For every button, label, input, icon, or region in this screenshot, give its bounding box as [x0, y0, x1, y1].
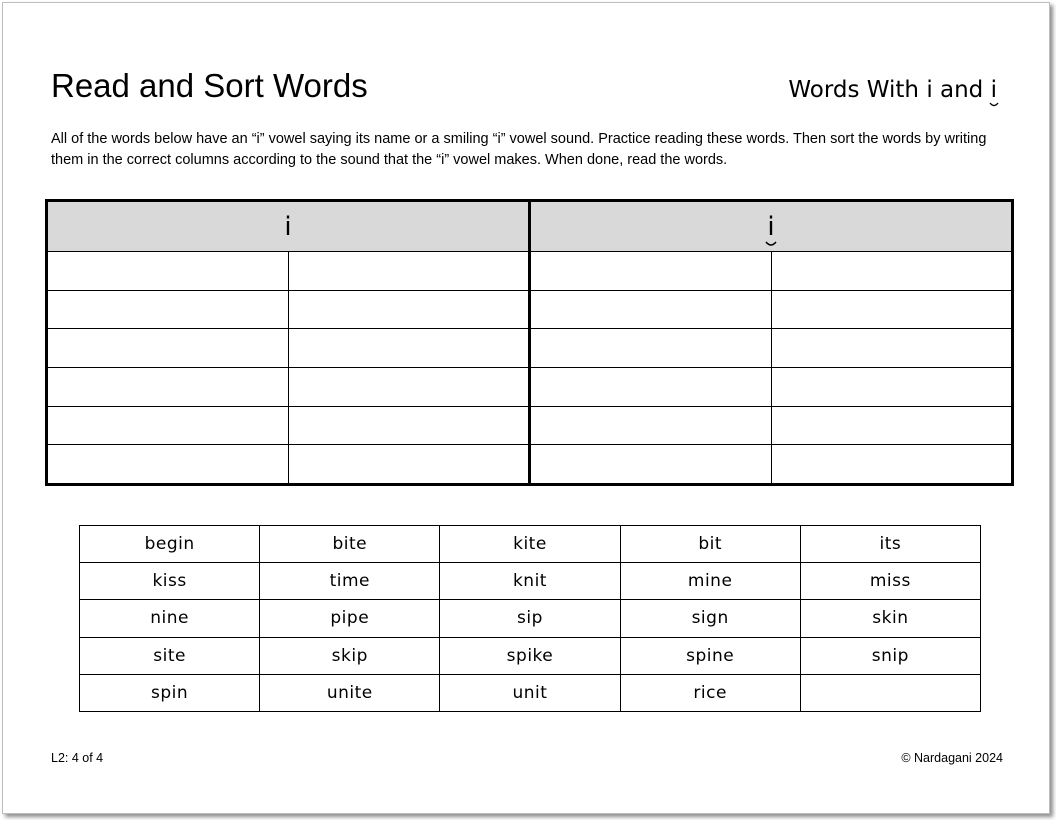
- word-bank-row: [80, 637, 981, 674]
- word-cell: [440, 563, 620, 600]
- word-text: sign: [691, 608, 729, 629]
- word-text: bit: [698, 534, 722, 555]
- word-bank-row: [80, 563, 981, 600]
- sort-table: [45, 199, 1014, 486]
- word-bank-row: [80, 526, 981, 563]
- word-cell: [440, 674, 620, 711]
- smile-i-header-mark: i: [767, 212, 774, 242]
- sort-row: [47, 367, 1013, 406]
- word-text: skip: [331, 645, 368, 666]
- sort-row: [47, 329, 1013, 368]
- smile-icon: [765, 241, 777, 248]
- long-i-answer-cell[interactable]: [288, 329, 530, 368]
- long-i-answer-cell[interactable]: [47, 290, 289, 329]
- long-i-answer-cell[interactable]: [47, 445, 289, 485]
- long-i-answer-cell[interactable]: [288, 367, 530, 406]
- long-i-header-mark: i: [284, 211, 292, 242]
- word-cell: [440, 526, 620, 563]
- smile-i-answer-cell[interactable]: [530, 445, 772, 485]
- smile-i-answer-cell[interactable]: [771, 445, 1013, 485]
- long-i-answer-cell[interactable]: [288, 406, 530, 445]
- word-text: site: [153, 645, 186, 666]
- page-subtitle: [788, 77, 997, 103]
- subtitle-prefix: Words With: [788, 77, 927, 103]
- word-text: sip: [517, 608, 543, 629]
- long-i-answer-cell[interactable]: [288, 445, 530, 485]
- long-i-answer-cell[interactable]: [47, 367, 289, 406]
- word-cell: [260, 674, 440, 711]
- smile-i-mark: i: [991, 77, 997, 103]
- smile-i-answer-cell[interactable]: [530, 367, 772, 406]
- long-i-mark: i: [926, 77, 933, 103]
- word-text: mine: [687, 571, 733, 592]
- word-text: nine: [150, 608, 189, 629]
- word-text: its: [879, 534, 902, 555]
- word-text: spin: [151, 682, 189, 703]
- sort-header-smile-i: [530, 201, 1013, 252]
- empty-word-cell: [800, 674, 980, 711]
- word-bank-row: [80, 674, 981, 711]
- smile-i-answer-cell[interactable]: [771, 329, 1013, 368]
- word-cell: [260, 637, 440, 674]
- sort-header-long-i: [47, 201, 530, 252]
- word-text: pipe: [330, 608, 370, 629]
- word-text: kite: [513, 534, 547, 555]
- smile-i-answer-cell[interactable]: [771, 252, 1013, 291]
- long-i-answer-cell[interactable]: [288, 252, 530, 291]
- word-bank-row: [80, 600, 981, 637]
- subtitle-and: and: [932, 77, 991, 103]
- word-cell: [260, 600, 440, 637]
- word-text: skin: [872, 608, 909, 629]
- sort-row: [47, 445, 1013, 485]
- word-text: unit: [512, 682, 548, 703]
- instructions-text: All of the words below have an “i” vowel saying its name or a smiling “i” vowel sound. Practice reading these words. Then sort the words by writing them in the correct columns according to the sound that the “i” vowel makes. When done, read the words.: [51, 131, 987, 168]
- word-text: snip: [871, 645, 909, 666]
- smile-i-answer-cell[interactable]: [530, 252, 772, 291]
- word-cell: [800, 526, 980, 563]
- smile-i-answer-cell[interactable]: [530, 290, 772, 329]
- word-cell: [440, 600, 620, 637]
- word-cell: [440, 637, 620, 674]
- word-text: time: [329, 571, 370, 592]
- word-text: begin: [144, 534, 195, 555]
- word-cell: [620, 526, 800, 563]
- word-cell: [620, 600, 800, 637]
- smile-i-answer-cell[interactable]: [530, 406, 772, 445]
- word-cell: [800, 563, 980, 600]
- sort-row: [47, 406, 1013, 445]
- word-cell: [80, 600, 260, 637]
- long-i-answer-cell[interactable]: [47, 329, 289, 368]
- word-cell: [80, 563, 260, 600]
- word-text: spike: [506, 645, 554, 666]
- long-i-answer-cell[interactable]: [47, 252, 289, 291]
- word-text: miss: [869, 571, 911, 592]
- word-text: knit: [512, 571, 547, 592]
- word-cell: [800, 637, 980, 674]
- word-cell: [260, 563, 440, 600]
- word-cell: [620, 637, 800, 674]
- smile-i-answer-cell[interactable]: [771, 367, 1013, 406]
- word-text: kiss: [152, 571, 187, 592]
- word-text: spine: [686, 645, 735, 666]
- smile-i-answer-cell[interactable]: [771, 406, 1013, 445]
- long-i-answer-cell[interactable]: [47, 406, 289, 445]
- sort-row: [47, 252, 1013, 291]
- word-cell: [80, 637, 260, 674]
- page-number-label: L2: 4 of 4: [51, 751, 104, 765]
- word-text: unite: [326, 682, 373, 703]
- word-text: bite: [332, 534, 368, 555]
- sort-row: [47, 290, 1013, 329]
- word-cell: [800, 600, 980, 637]
- smile-i-answer-cell[interactable]: [530, 329, 772, 368]
- word-text: rice: [693, 682, 727, 703]
- word-cell: [260, 526, 440, 563]
- long-i-answer-cell[interactable]: [288, 290, 530, 329]
- smile-icon: [989, 102, 999, 108]
- word-cell: [80, 674, 260, 711]
- word-cell: [620, 674, 800, 711]
- word-bank-table: [79, 525, 981, 712]
- copyright-label: © Nardagani 2024: [901, 751, 1003, 765]
- page-title: Read and Sort Words: [51, 67, 368, 104]
- smile-i-answer-cell[interactable]: [771, 290, 1013, 329]
- word-cell: [80, 526, 260, 563]
- worksheet-page: [2, 2, 1050, 814]
- word-cell: [620, 563, 800, 600]
